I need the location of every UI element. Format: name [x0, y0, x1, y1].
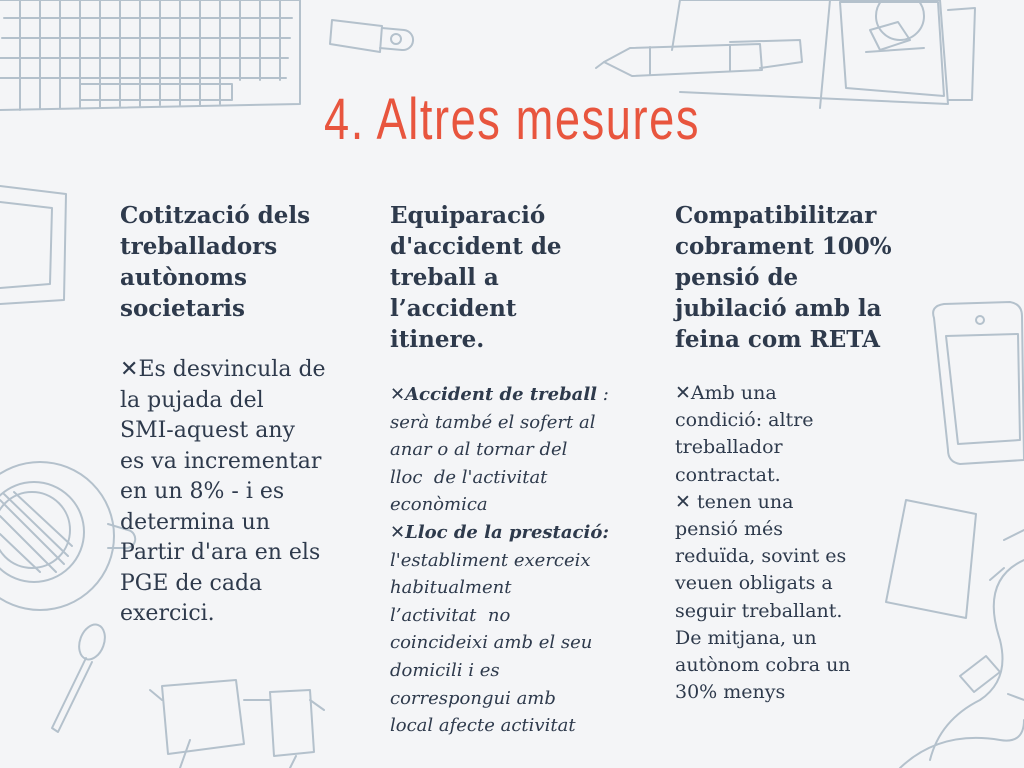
heading-line: autònoms [120, 264, 247, 291]
earphones-doodle [900, 530, 1024, 768]
body-line: seguir treballant. [675, 599, 843, 622]
body-line: 30% menys [675, 681, 786, 704]
spoon-doodle [52, 621, 109, 732]
column-cotitzacio [120, 200, 365, 630]
slide-title: 4. Altres mesures [323, 87, 701, 152]
body-line: domicili i es [390, 659, 500, 681]
body-line: pensió més [675, 518, 783, 541]
heading-line: jubilació amb la [675, 295, 882, 322]
heading-line: cobrament 100% [675, 233, 892, 260]
body-line: l'establiment exerceix [390, 549, 591, 571]
body-line: autònom cobra un [675, 654, 851, 677]
glasses-doodle [150, 680, 324, 768]
column-heading [390, 200, 630, 355]
body-line: correspongui amb [390, 687, 556, 709]
body-line: es va incrementar [120, 448, 322, 474]
body-line: habitualment [390, 577, 512, 599]
body-line: en un 8% - i es [120, 479, 285, 504]
phone-doodle [933, 302, 1024, 464]
column-body [120, 355, 365, 630]
body-line: coincideixi amb el seu [390, 632, 593, 654]
heading-line: l’accident [390, 295, 517, 322]
body-line: lloc de l'activitat [390, 466, 548, 488]
body-line: econòmica [390, 494, 488, 516]
heading-line: societaris [120, 295, 245, 322]
column-body [390, 381, 630, 740]
item-label: Accident de treball [405, 384, 598, 405]
body-line: SMI-aquest any [120, 418, 295, 443]
body-line: la pujada del [120, 387, 264, 413]
pen-doodle [596, 40, 802, 76]
column-heading [120, 200, 365, 324]
bullet-line [390, 381, 630, 409]
usb-doodle [330, 20, 413, 52]
body-line: local afecte activitat [390, 715, 576, 737]
column-equiparacio [390, 200, 630, 740]
body-line: condició: altre [675, 409, 814, 432]
item-colon: : [597, 384, 609, 405]
body-line: determina un [120, 509, 270, 535]
tablet-doodle [0, 186, 66, 304]
column-body [675, 380, 910, 706]
heading-line: treballadors [120, 233, 278, 260]
heading-line: Equiparació [390, 202, 546, 229]
body-line: reduïda, sovint es [675, 545, 847, 568]
heading-line: pensió de [675, 264, 799, 291]
heading-line: Compatibilitzar [675, 202, 877, 229]
heading-line: itinere. [390, 326, 485, 353]
body-line: anar o al tornar del [390, 439, 568, 461]
bullet-line [120, 355, 365, 386]
body-text: tenen una [690, 490, 794, 513]
body-text: Amb una [690, 382, 777, 404]
cross-mark-icon: ✕ [675, 490, 691, 513]
column-heading [675, 200, 910, 355]
bullet-line [675, 489, 910, 516]
body-text: Es desvincula de [138, 357, 326, 382]
heading-line: Cotització dels [120, 202, 311, 229]
body-line: De mitjana, un [675, 626, 817, 649]
heading-line: treball a [390, 264, 499, 291]
heading-line: d'accident de [390, 233, 562, 260]
cross-mark-icon: ✕ [120, 357, 139, 382]
column-compatibilitzar [675, 200, 910, 706]
coffee-cup-doodle [0, 462, 135, 610]
cross-mark-icon: ✕ [390, 521, 406, 543]
body-line: veuen obligats a [675, 572, 833, 595]
body-line: contractat. [675, 463, 781, 486]
body-line: treballador [675, 436, 783, 459]
body-line: serà també el sofert al [390, 411, 596, 433]
body-line: exercici. [120, 601, 215, 626]
bullet-line [390, 519, 630, 547]
body-line: PGE de cada [120, 570, 263, 596]
heading-line: feina com RETA [675, 326, 880, 353]
body-line: Partir d'ara en els [120, 540, 321, 565]
cross-mark-icon: ✕ [675, 382, 691, 404]
bullet-line [675, 380, 910, 407]
body-line: l’activitat no [390, 604, 511, 626]
cross-mark-icon: ✕ [390, 384, 406, 405]
item-label: Lloc de la prestació: [405, 521, 609, 543]
